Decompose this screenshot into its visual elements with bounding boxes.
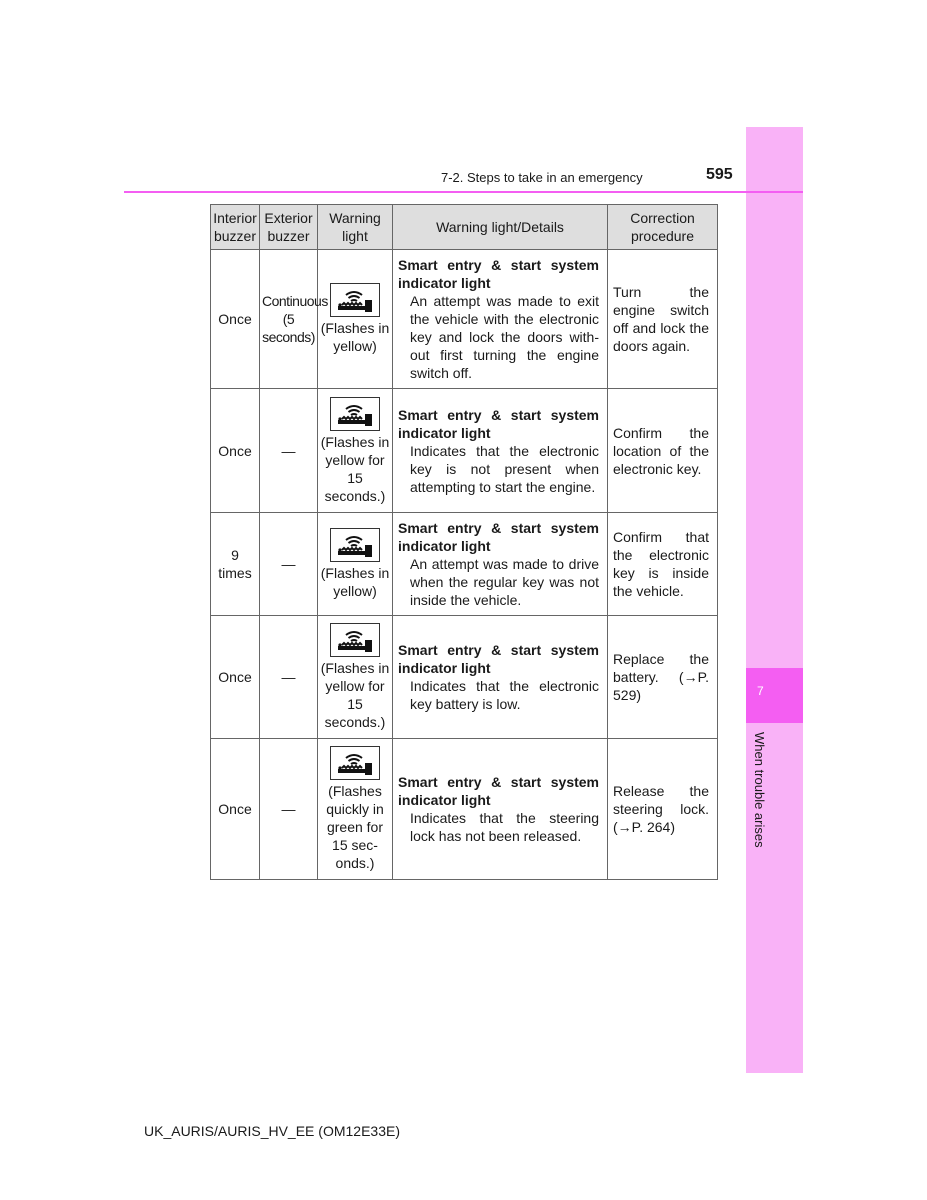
table-row [211, 250, 718, 389]
section-title: 7-2. Steps to take in an emergency [441, 170, 643, 185]
indicator-title: Smart entry & start system indicator light [398, 406, 599, 441]
col-interior-buzzer: Interior buzzer [211, 205, 260, 250]
indicator-title: Smart entry & start system indicator light [398, 774, 599, 808]
warning-light-cell [318, 250, 393, 389]
smart-key-indicator-icon [330, 397, 380, 431]
correction-cell: Turn the engine switch off and lock the doors again. [608, 250, 718, 389]
indicator-title: Smart entry & start system indicator light [398, 642, 599, 676]
side-tab [746, 127, 803, 1073]
exterior-buzzer-cell: — [260, 389, 318, 513]
warning-light-text: (Flashes in yellow) [320, 320, 390, 354]
correction-cell: Confirm that the electronic key is inside the vehicle. [608, 513, 718, 616]
header-rule [124, 191, 803, 193]
smart-key-indicator-icon [330, 283, 380, 317]
details-cell [393, 616, 608, 739]
details-text: An attempt was made to exit the vehicle with the electronic key and lock the doors with-out first turning the engine switch off. [410, 293, 599, 381]
chapter-label: When trouble arises [752, 732, 767, 848]
exterior-buzzer-cell: — [260, 513, 318, 616]
col-warning-details: Warning light/Details [393, 205, 608, 250]
correction-cell: Release the steering lock. (→P. 264) [608, 739, 718, 880]
smart-key-indicator-icon [330, 623, 380, 657]
col-warning-light: Warning light [318, 205, 393, 250]
warning-light-text: (Flashes quickly in green for 15 sec-onds.) [326, 783, 384, 871]
footer-model-code: UK_AURIS/AURIS_HV_EE (OM12E33E) [144, 1123, 400, 1139]
warning-light-text: (Flashes in yellow) [320, 565, 390, 599]
chapter-number: 7 [757, 684, 764, 698]
table-header-row [211, 205, 718, 250]
details-text: An attempt was made to drive when the regular key was not inside the vehicle. [410, 556, 599, 608]
warning-light-text: (Flashes in yellow for 15 seconds.) [320, 433, 390, 504]
page-number: 595 [706, 166, 733, 183]
details-cell [393, 513, 608, 616]
table-row [211, 389, 718, 513]
table-row [211, 739, 718, 880]
smart-key-indicator-icon [330, 528, 380, 562]
correction-cell: Replace the battery. (→P. 529) [608, 616, 718, 739]
smart-key-indicator-icon [330, 746, 380, 780]
interior-buzzer-cell: Once [211, 616, 260, 739]
details-cell [393, 739, 608, 880]
warning-light-cell [318, 616, 393, 739]
col-correction: Correction procedure [608, 205, 718, 250]
details-text: Indicates that the electronic key battery is low. [410, 678, 599, 712]
exterior-buzzer-cell: — [260, 616, 318, 739]
interior-buzzer-cell: Once [211, 250, 260, 389]
exterior-buzzer-cell: Continuous (5 seconds) [260, 250, 318, 389]
indicator-title: Smart entry & start system indicator light [398, 520, 599, 554]
interior-buzzer-cell: Once [211, 389, 260, 513]
details-cell [393, 250, 608, 389]
warning-table [210, 204, 718, 880]
side-tab-active-chapter[interactable] [746, 668, 803, 723]
table-row [211, 513, 718, 616]
col-exterior-buzzer: Exterior buzzer [260, 205, 318, 250]
details-cell [393, 389, 608, 513]
table-row [211, 616, 718, 739]
warning-light-cell [318, 513, 393, 616]
details-text: Indicates that the electronic key is not present when attempting to start the engine. [410, 442, 599, 495]
warning-light-cell [318, 389, 393, 513]
interior-buzzer-cell: Once [211, 739, 260, 880]
warning-light-cell [318, 739, 393, 880]
correction-cell: Confirm the location of the electronic key. [608, 389, 718, 513]
details-text: Indicates that the steering lock has not been released. [410, 810, 599, 844]
interior-buzzer-cell: 9 times [211, 513, 260, 616]
indicator-title: Smart entry & start system indicator light [398, 257, 599, 291]
exterior-buzzer-cell: — [260, 739, 318, 880]
warning-light-text: (Flashes in yellow for 15 seconds.) [320, 660, 390, 730]
